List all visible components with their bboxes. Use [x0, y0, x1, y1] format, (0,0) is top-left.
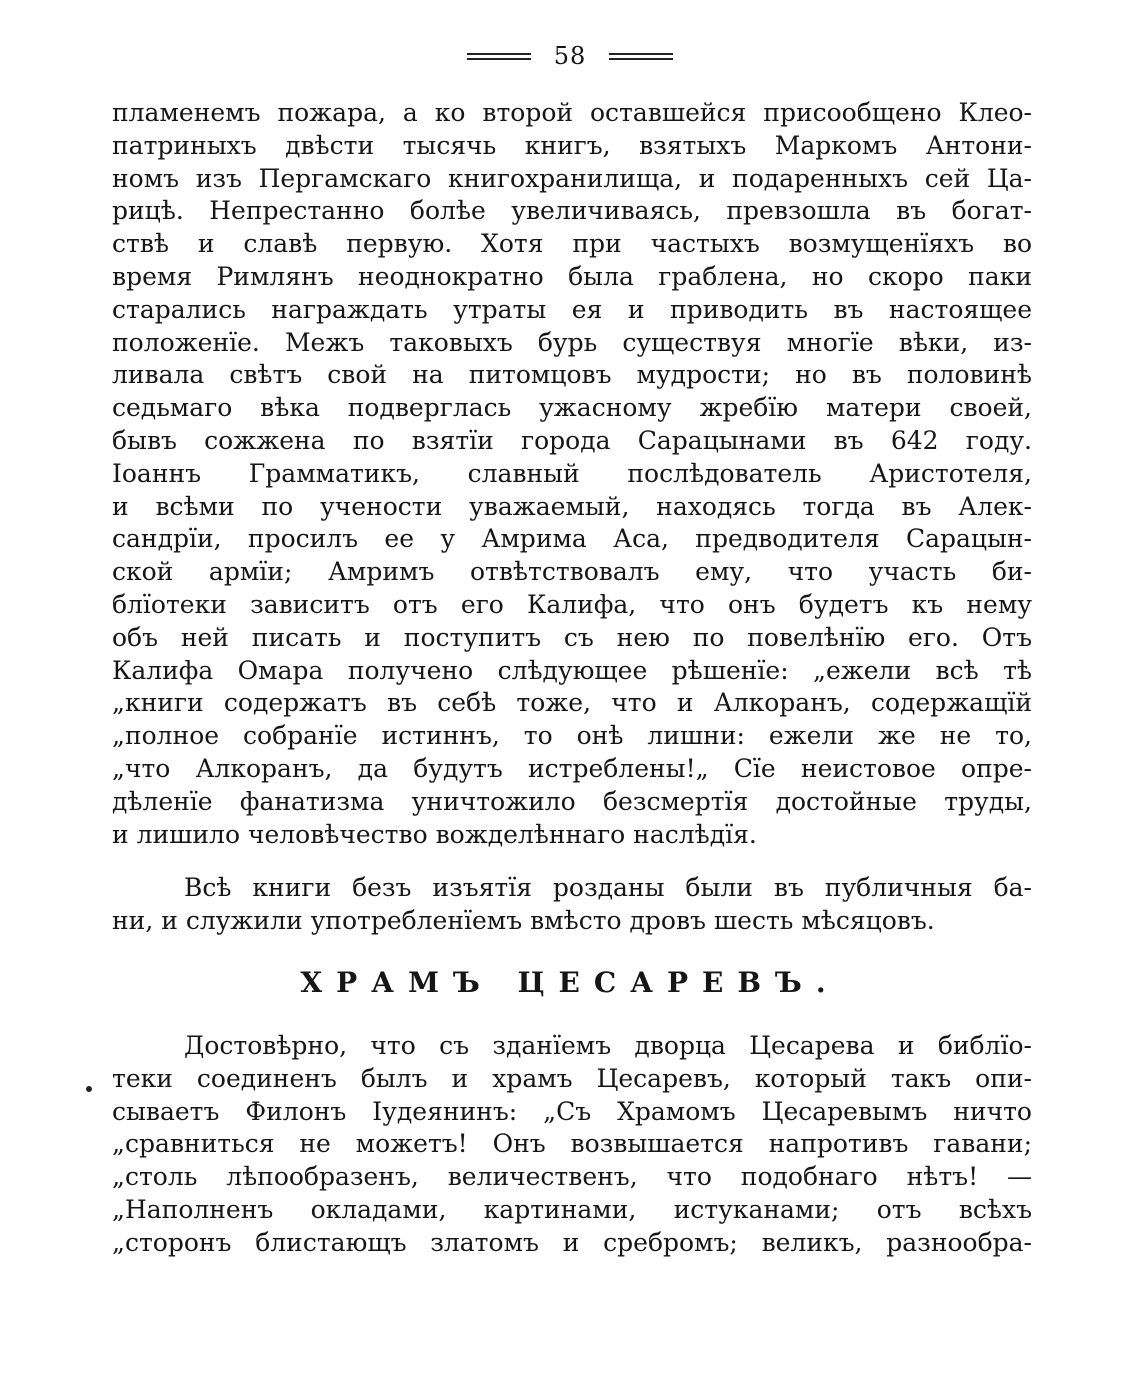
text-line: номъ изъ Пергамскаго книгохранилища, и подаренныхъ сей Ца- [112, 163, 1032, 193]
text-line: „полное собранїе истиннъ, то онѣ лишни: ежели же не то, [112, 721, 1032, 751]
text-line: „сторонъ блистающъ златомъ и сребромъ; великъ, разнообра- [112, 1227, 1032, 1257]
text-line: Всѣ книги безъ изъятїя розданы были въ публичныя ба- [184, 873, 1032, 902]
header-rule-left [467, 53, 531, 60]
text-line: сываетъ Филонъ Іудеянинъ: „Съ Храмомъ Цесаревымъ ничто [112, 1096, 1032, 1126]
text-line: Іоаннъ Грамматикъ, славный послѣдователь Аристотеля, [112, 458, 1032, 488]
text-line: бывъ сожжена по взятїи города Сарацынами въ 642 году. [112, 425, 1032, 455]
text-line: „книги содержатъ въ себѣ тоже, что и Алкоранъ, содержащїй [112, 688, 1032, 718]
text-line: ствѣ и славѣ первую. Хотя при частыхъ возмущенїяхъ во [112, 229, 1032, 259]
page-number: 58 [553, 42, 587, 70]
text-line: седьмаго вѣка подверглась ужасному жребїю матери своей, [112, 393, 1032, 423]
text-line: старались награждать утраты ея и приводить въ настоящее [112, 294, 1032, 324]
section-title: ХРАМЪ ЦЕСАРЕВЪ. [300, 966, 840, 999]
text-line: время Римлянъ неоднократно была граблена, но скоро паки [112, 261, 1032, 291]
text-line: сандрїи, просилъ ее у Амрима Аса, предводителя Сарацын- [112, 524, 1032, 554]
text-line: дѣленїе фанатизма уничтожило безсмертїя достойные труды, [112, 786, 1032, 816]
text-line: положенїе. Межъ таковыхъ бурь существуя многїе вѣки, из- [112, 327, 1032, 357]
page-header [0, 42, 1140, 82]
text-line: Калифа Омара получено слѣдующее рѣшенїе: „ежели всѣ тѣ [112, 655, 1032, 685]
text-line: и лишило человѣчество вожделѣннаго наслѣдїя. [112, 819, 757, 849]
text-line: патриныхъ двѣсти тысячь книгъ, взятыхъ Маркомъ Антони- [112, 130, 1032, 160]
paragraph-books-to-baths [112, 872, 1032, 938]
text-line: объ ней писать и поступитъ съ нею по повелѣнїю его. Отъ [112, 622, 1032, 652]
text-line: блїотеки зависитъ отъ его Калифа, что онъ будетъ къ нему [112, 589, 1032, 619]
text-line: ливала свѣтъ свой на питомцовъ мудрости; но въ половинѣ [112, 360, 1032, 390]
text-line: „столь лѣпообразенъ, величественъ, что подобнаго нѣтъ! — [112, 1162, 1032, 1192]
text-line: и всѣми по учености уважаемый, находясь тогда въ Алек- [112, 491, 1032, 521]
text-line: „сравниться не можетъ! Онъ возвышается напротивъ гавани; [112, 1129, 1032, 1159]
text-line: рицѣ. Непрестанно болѣе увеличиваясь, превзошла въ богат- [112, 196, 1032, 226]
text-line: Достовѣрно, что съ зданїемъ дворца Цесарева и библїо- [184, 1031, 1032, 1060]
header-rule-right [609, 53, 673, 60]
ink-speck [86, 1086, 92, 1092]
text-line: теки соединенъ былъ и храмъ Цесаревъ, который такъ опи- [112, 1063, 1032, 1093]
text-line: „Наполненъ окладами, картинами, истуканами; отъ всѣхъ [112, 1194, 1032, 1224]
paragraph-library-fate [112, 97, 1032, 851]
text-line: ской армїи; Амримъ отвѣтствовалъ ему, что участь би- [112, 557, 1032, 587]
text-line: ни, и служили употребленїемъ вмѣсто дровъ шесть мѣсяцовъ. [112, 905, 935, 935]
paragraph-caesar-temple [112, 1030, 1032, 1260]
text-line: пламенемъ пожара, а ко второй оставшейся присообщено Клео- [112, 98, 1032, 127]
text-line: „что Алкоранъ, да будутъ истреблены!„ Сїе неистовое опре- [112, 753, 1032, 783]
